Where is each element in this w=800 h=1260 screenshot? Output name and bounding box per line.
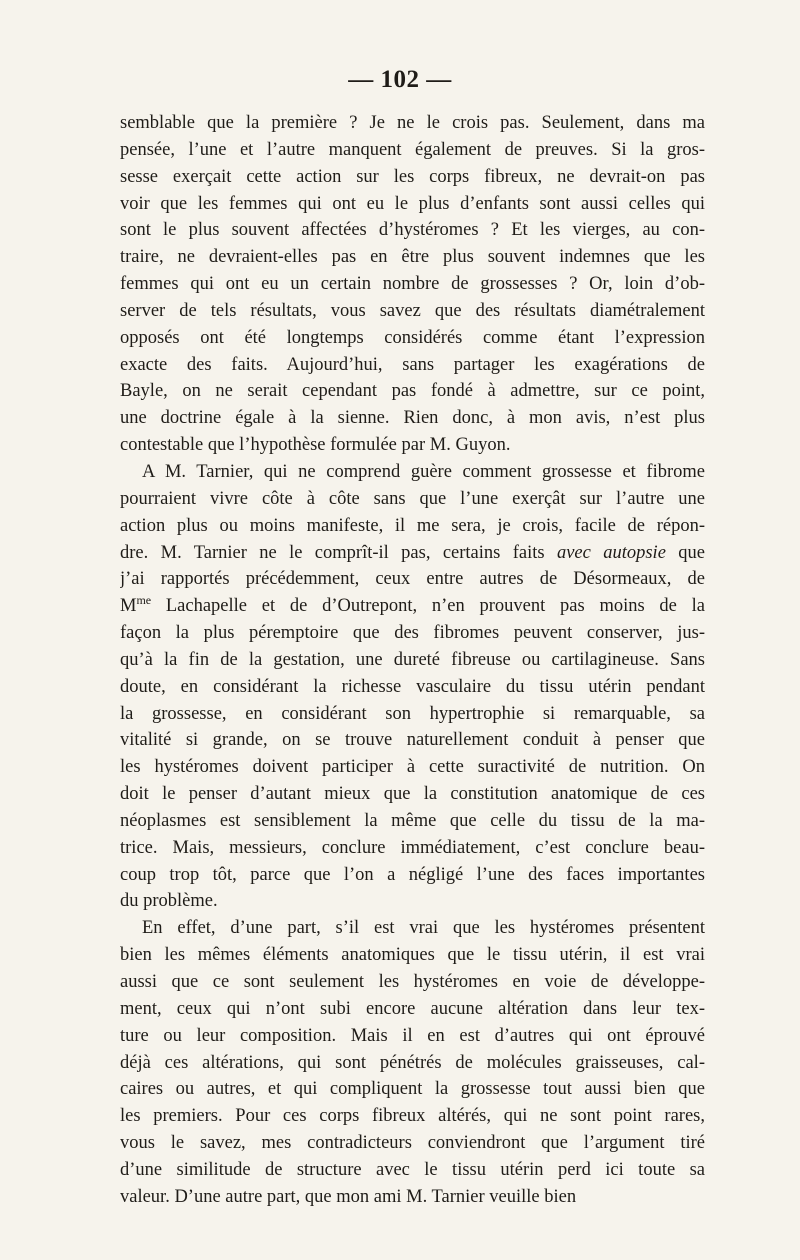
- text-segment: Bayle, on ne serait cependant pas fondé à admettre, sur ce point,: [120, 381, 705, 402]
- text-segment: sont le plus souvent affectées d’hystéromes ? Et les vierges, au con-: [120, 220, 705, 241]
- text-segment: bien les mêmes éléments anatomiques que le tissu utérin, il est vrai: [120, 945, 705, 966]
- text-segment: trice. Mais, messieurs, conclure immédiatement, c’est conclure beau-: [120, 837, 705, 858]
- text-segment: qu’à la fin de la gestation, une dureté fibreuse ou cartilagineuse. Sans: [120, 649, 705, 670]
- text-line: [120, 942, 705, 969]
- text-segment: coup trop tôt, parce que l’on a négligé l’une des faces importantes: [120, 864, 705, 885]
- text-segment: contestable que l’hypothèse formulée par M. Guyon.: [120, 435, 511, 456]
- text-segment: j’ai rapportés précédemment, ceux entre autres de Désormeaux, de: [120, 569, 705, 590]
- text-line: [120, 566, 705, 593]
- text-line: [120, 862, 705, 889]
- text-line: [120, 674, 705, 701]
- text-line: [120, 754, 705, 781]
- text-line: [120, 1023, 705, 1050]
- text-segment: déjà ces altérations, qui sont pénétrés de molécules graisseuses, cal-: [120, 1052, 705, 1073]
- text-segment: action plus ou moins manifeste, il me sera, je crois, facile de répon-: [120, 515, 705, 536]
- text-segment: ture ou leur composition. Mais il en est d’autres qui ont éprouvé: [120, 1025, 705, 1046]
- text-line: [120, 540, 705, 567]
- text-line: [120, 969, 705, 996]
- text-segment: les premiers. Pour ces corps fibreux altérés, qui ne sont point rares,: [120, 1106, 705, 1127]
- text-line: [120, 137, 705, 164]
- text-line: [120, 217, 705, 244]
- text-line: [120, 915, 705, 942]
- text-segment: vous le savez, mes contradicteurs conviendront que l’argument tiré: [120, 1133, 705, 1154]
- text-line: [120, 727, 705, 754]
- text-line: [120, 191, 705, 218]
- text-segment: les hystéromes doivent participer à cette suractivité de nutrition. On: [120, 757, 705, 778]
- text-segment: opposés ont été longtemps considérés comme étant l’expression: [120, 327, 705, 348]
- text-line: [120, 244, 705, 271]
- text-line: [120, 620, 705, 647]
- text-line: [120, 352, 705, 379]
- text-segment: vitalité si grande, on se trouve naturellement conduit à penser que: [120, 730, 705, 751]
- text-segment: ment, ceux qui n’ont subi encore aucune altération dans leur tex-: [120, 998, 705, 1019]
- text-segment: valeur. D’une autre part, que mon ami M. Tarnier veuille bien: [120, 1186, 577, 1207]
- body-text: [120, 110, 705, 1211]
- text-line: [120, 781, 705, 808]
- text-line: [120, 835, 705, 862]
- text-line: [120, 164, 705, 191]
- text-line: [120, 486, 705, 513]
- text-segment: semblable que la première ? Je ne le crois pas. Seulement, dans ma: [120, 113, 705, 133]
- text-line: [120, 1130, 705, 1157]
- text-segment: façon la plus péremptoire que des fibromes peuvent conserver, jus-: [120, 623, 705, 644]
- text-line: [120, 325, 705, 352]
- text-segment: En effet, d’une part, s’il est vrai que les hystéromes présentent: [142, 918, 705, 939]
- text-line: [120, 459, 705, 486]
- text-segment: doute, en considérant la richesse vasculaire du tissu utérin pendant: [120, 676, 705, 697]
- text-line: [120, 647, 705, 674]
- text-line: [120, 1076, 705, 1103]
- text-line: [120, 1103, 705, 1130]
- text-segment: pourraient vivre côte à côte sans que l’une exerçât sur l’autre une: [120, 488, 705, 509]
- text-line: [120, 513, 705, 540]
- text-segment: du problème.: [120, 891, 218, 912]
- text-line: [120, 405, 705, 432]
- text-segment: la grossesse, en considérant son hypertrophie si remarquable, sa: [120, 703, 705, 724]
- text-line: [120, 808, 705, 835]
- text-segment: pensée, l’une et l’autre manquent également de preuves. Si la gros-: [120, 139, 705, 160]
- page-number: — 102 —: [348, 66, 452, 93]
- text-segment: aussi que ce sont seulement les hystéromes en voie de développe-: [120, 972, 705, 992]
- text-segment: sesse exerçait cette action sur les corps fibreux, ne devrait-on pas: [120, 166, 705, 187]
- text-line: [120, 298, 705, 325]
- text-segment: femmes qui ont eu un certain nombre de grossesses ? Or, loin d’ob-: [120, 274, 705, 295]
- italic-text: avec autopsie: [556, 542, 666, 563]
- text-segment: M: [120, 596, 137, 617]
- text-segment: néoplasmes est sensiblement la même que celle du tissu de la ma-: [120, 810, 705, 831]
- text-line: [120, 1157, 705, 1184]
- text-line: [120, 1184, 705, 1211]
- text-segment: dre. M. Tarnier ne le comprît-il pas, certains faits: [120, 542, 557, 563]
- text-line: [120, 701, 705, 728]
- text-line: [120, 593, 705, 620]
- text-segment: Lachapelle et de d’Outrepont, n’en prouvent pas moins de la: [151, 596, 705, 617]
- text-segment: d’une similitude de structure avec le tissu utérin perd ici toute sa: [120, 1159, 705, 1180]
- text-line: [120, 996, 705, 1023]
- text-segment: exacte des faits. Aujourd’hui, sans partager les exagérations de: [120, 354, 705, 375]
- text-line: [120, 432, 705, 459]
- text-line: [120, 1050, 705, 1077]
- text-segment: une doctrine égale à la sienne. Rien donc, à mon avis, n’est plus: [120, 408, 705, 429]
- superscript-text: me: [136, 593, 152, 608]
- text-segment: que: [665, 542, 705, 563]
- text-segment: caires ou autres, et qui compliquent la grossesse tout aussi bien que: [120, 1079, 705, 1100]
- text-line: [120, 378, 705, 405]
- text-line: [120, 110, 705, 137]
- text-segment: traire, ne devraient-elles pas en être plus souvent indemnes que les: [120, 247, 705, 268]
- text-segment: server de tels résultats, vous savez que des résultats diamétralement: [120, 300, 705, 321]
- text-segment: doit le penser d’autant mieux que la constitution anatomique de ces: [120, 784, 705, 805]
- text-segment: voir que les femmes qui ont eu le plus d’enfants sont aussi celles qui: [120, 193, 705, 214]
- text-line: [120, 271, 705, 298]
- text-segment: A M. Tarnier, qui ne comprend guère comment grossesse et fibrome: [142, 461, 705, 482]
- text-line: [120, 888, 705, 915]
